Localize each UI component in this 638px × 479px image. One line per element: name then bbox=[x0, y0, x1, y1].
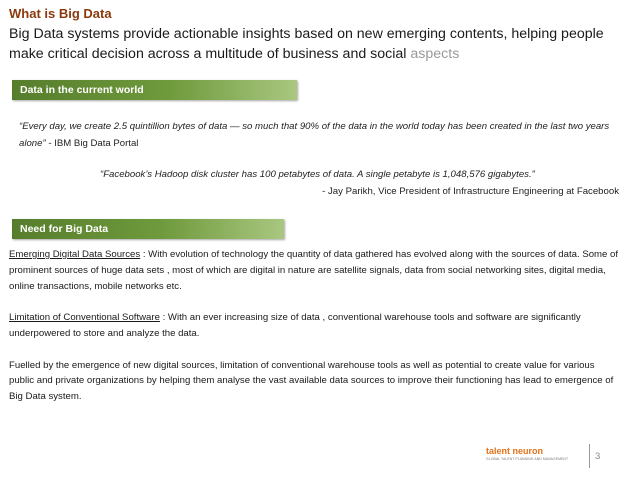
ibm-quote-text: “Every day, we create 2.5 quintillion bytes of data — so much that 90% of the data in the world today has been created in the last two years alone” bbox=[19, 121, 610, 149]
logo-name: talent neuron bbox=[486, 446, 544, 456]
facebook-quote-attribution: - Jay Parikh, Vice President of Infrastructure Engineering at Facebook bbox=[322, 186, 619, 197]
point-limitation-software bbox=[9, 310, 621, 342]
section-banner-need-for-big-data: Need for Big Data bbox=[12, 219, 284, 239]
page-heading: What is Big Data bbox=[9, 6, 112, 21]
section-banner-current-world: Data in the current world bbox=[12, 80, 297, 100]
point-body: : With evolution of technology the quantity of data gathered has evolved along with the sources of data. Some of prominent sources of huge data sets , most of which are digital in nature are satellite signals, data from social networking sites, digital media, online transactions, mobile networks etc. bbox=[9, 249, 619, 292]
intro-muted-word: aspects bbox=[410, 46, 460, 62]
point-emerging-sources bbox=[9, 247, 621, 294]
point-body: : With an ever increasing size of data , conventional warehouse tools and software are significantly underpowered to store and analyze the data. bbox=[9, 312, 581, 339]
facebook-quote bbox=[100, 166, 619, 200]
need-body bbox=[9, 247, 621, 421]
point-title: Limitation of Conventional Software bbox=[9, 312, 160, 324]
talent-neuron-logo bbox=[486, 446, 586, 470]
ibm-quote-attribution: - IBM Big Data Portal bbox=[45, 138, 139, 149]
facebook-quote-text: “Facebook’s Hadoop disk cluster has 100 petabytes of data. A single petabyte is 1,048,576 gigabytes.” bbox=[100, 169, 535, 180]
footer-divider bbox=[589, 444, 590, 468]
intro-paragraph bbox=[9, 24, 629, 64]
page-number: 3 bbox=[595, 451, 601, 462]
logo-tagline: GLOBAL TALENT PLANNING AND MANAGEMENT bbox=[486, 457, 569, 461]
intro-text: Big Data systems provide actionable insights based on new emerging contents, helping people make critical decision across a multitude of business and social bbox=[9, 26, 604, 62]
closing-paragraph: Fuelled by the emergence of new digital sources, limitation of conventional warehouse tools as well as potential to create value for various public and private organizations by helping them analyse the vast available data sources to improve their functioning has lead to emergence of Big Data system. bbox=[9, 359, 614, 403]
ibm-quote bbox=[19, 118, 619, 152]
point-title: Emerging Digital Data Sources bbox=[9, 249, 141, 260]
